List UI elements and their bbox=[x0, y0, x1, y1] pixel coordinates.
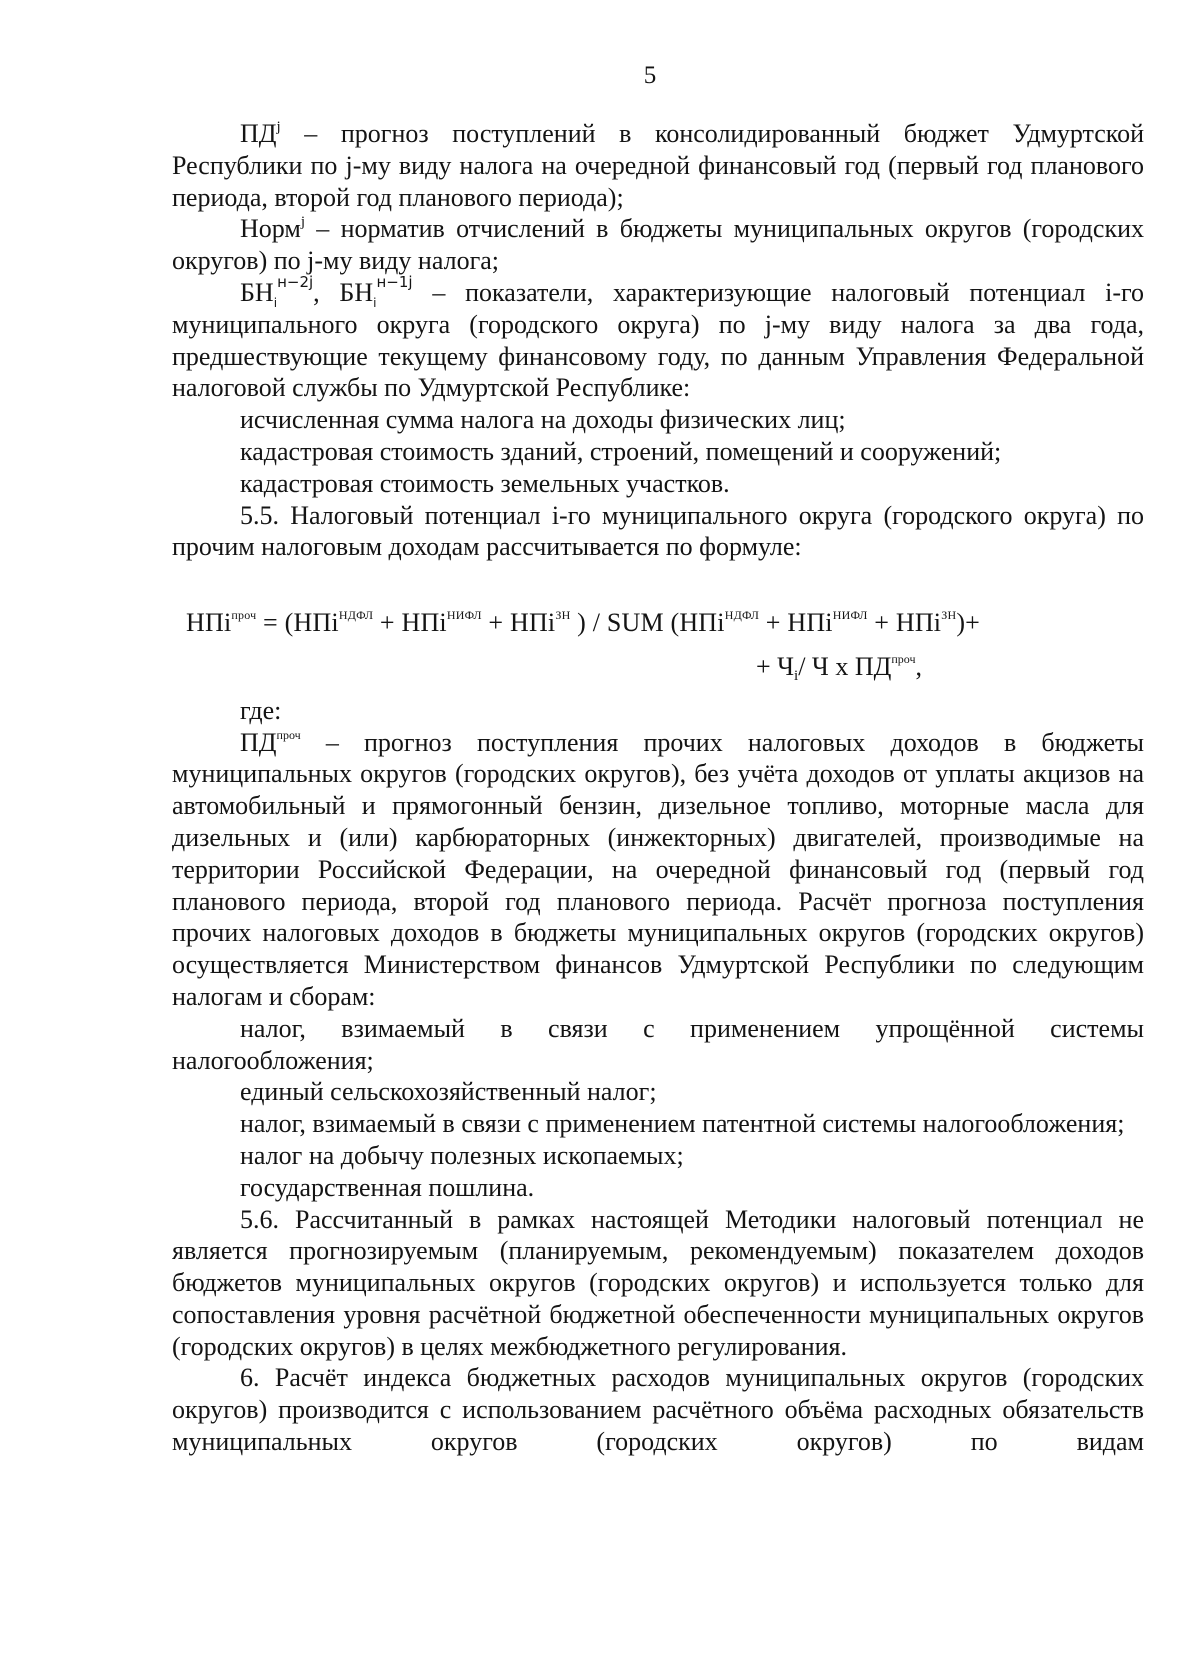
formula-line2-subscript: i bbox=[794, 667, 799, 684]
formula-line-1 bbox=[172, 607, 1144, 639]
formula-line2-end: , bbox=[915, 651, 922, 681]
paragraph-6: 6. Расчёт индекса бюджетных расходов муниципальных округов (городских округов) производится с использованием расчётного объёма расходных обязательств муниципальных округов (городских округов) по видам bbox=[172, 1363, 1144, 1457]
paragraph-5-5: 5.5. Налоговый потенциал i-го муниципального округа (городского округа) по прочим налоговым доходам рассчитывается по формуле: bbox=[172, 500, 1144, 562]
pd-symbol: ПД bbox=[240, 119, 277, 148]
bn-symbol-a: БН bbox=[240, 277, 274, 307]
formula-eq-open: = (НПi bbox=[256, 608, 339, 638]
paragraph-pd-definition bbox=[172, 118, 1144, 213]
formula-plus-4: + НПi bbox=[867, 608, 942, 638]
formula-plus-1: + НПi bbox=[373, 608, 447, 638]
formula-lhs-superscript: проч bbox=[231, 608, 257, 623]
norm-definition-text: – норматив отчислений в бюджеты муниципальных округов (городских округов) по j-му виду налога; bbox=[172, 214, 1144, 276]
formula-sup-6: ЗН bbox=[941, 608, 957, 623]
pdproch-symbol: ПД bbox=[240, 727, 277, 757]
document-body bbox=[172, 118, 1144, 1458]
list-item-buildings: кадастровая стоимость зданий, строений, помещений и сооружений; bbox=[240, 436, 1002, 466]
bn-b-superscript: н−1j bbox=[376, 272, 413, 291]
tax-item-patent: налог, взимаемый в связи с применением патентной системы налогообложения; bbox=[240, 1109, 1125, 1139]
formula-plus-2: + НПi bbox=[481, 608, 556, 638]
norm-symbol: Норм bbox=[240, 214, 301, 244]
bn-b-subscript: i bbox=[373, 295, 377, 310]
formula-line2-mid: / Ч х ПД bbox=[798, 651, 892, 681]
paragraph-norm-definition bbox=[172, 213, 1144, 277]
bn-a-subscript: i bbox=[273, 295, 278, 310]
page-number: 5 bbox=[643, 62, 657, 89]
pd-definition-text: – прогноз поступлений в консолидированный бюджет Удмуртской Республики по j-му виду налога на очередной финансовый год (первый год планового периода, второй год планового периода); bbox=[172, 119, 1144, 212]
norm-superscript: j bbox=[300, 214, 306, 231]
bn-separator: , БН bbox=[313, 277, 374, 307]
formula-line-2 bbox=[172, 651, 1144, 683]
where-label: где: bbox=[240, 695, 282, 725]
formula-sup-4: НДФЛ bbox=[724, 608, 760, 623]
paragraph-pdproch-definition bbox=[172, 727, 1144, 1013]
bn-definition-text: – показатели, характеризующие налоговый потенциал i-го муниципального округа (городского округа) по j-му виду налога за два года, предшествующие текущему финансовому году, по данным Управления Федеральной налоговой службы по Удмуртской Республике: bbox=[172, 277, 1144, 403]
formula-close: )+ bbox=[956, 608, 981, 638]
formula-sup-2: НИФЛ bbox=[446, 608, 482, 623]
formula-sup-1: НДФЛ bbox=[338, 608, 374, 623]
formula-lhs: НПi bbox=[186, 608, 232, 638]
pdproch-definition-text: – прогноз поступления прочих налоговых доходов в бюджеты муниципальных округов (городских округов), без учёта доходов от уплаты акцизов на автомобильный и прямогонный бензин, дизельное топливо, моторные масла для дизельных и (или) карбюраторных (инжекторных) двигателей, производимые на территории Российской Федерации, на очередной финансовый год (первый год планового периода, второй год планового периода. Расчёт прогноза поступления прочих налоговых доходов в бюджеты муниципальных округов (городских округов) осуществляется Министерством финансов Удмуртской Республики по следующим налогам и сборам: bbox=[172, 727, 1144, 1011]
tax-item-duty: государственная пошлина. bbox=[240, 1172, 535, 1202]
formula-sup-3: ЗН bbox=[555, 608, 571, 623]
formula-sup-5: НИФЛ bbox=[832, 608, 868, 623]
tax-item-usn: налог, взимаемый в связи с применением упрощённой системы налогообложения; bbox=[172, 1013, 1144, 1075]
pdproch-superscript: проч bbox=[276, 727, 301, 742]
tax-item-mining: налог на добычу полезных ископаемых; bbox=[240, 1140, 684, 1170]
list-item-ndfl: исчисленная сумма налога на доходы физических лиц; bbox=[240, 405, 846, 435]
paragraph-5-6: 5.6. Рассчитанный в рамках настоящей Методики налоговый потенциал не является прогнозируемым (планируемым, рекомендуемым) показателем доходов бюджетов муниципальных округов (городских округов) и используется только для сопоставления уровня расчётной бюджетной обеспеченности муниципальных округов (городских округов) в целях межбюджетного регулирования. bbox=[172, 1204, 1144, 1361]
tax-item-eshn: единый сельскохозяйственный налог; bbox=[240, 1077, 657, 1107]
pd-superscript: j bbox=[276, 119, 281, 135]
paragraph-bn-definition bbox=[172, 272, 1144, 404]
formula-line2-pre: + Ч bbox=[755, 651, 795, 681]
list-item-land: кадастровая стоимость земельных участков. bbox=[240, 468, 730, 498]
formula-plus-3: + НПi bbox=[759, 608, 833, 638]
formula-line2-superscript: проч bbox=[891, 651, 916, 666]
formula-mid: ) / SUM (НПi bbox=[570, 608, 725, 638]
bn-a-superscript: н−2j bbox=[277, 272, 314, 291]
